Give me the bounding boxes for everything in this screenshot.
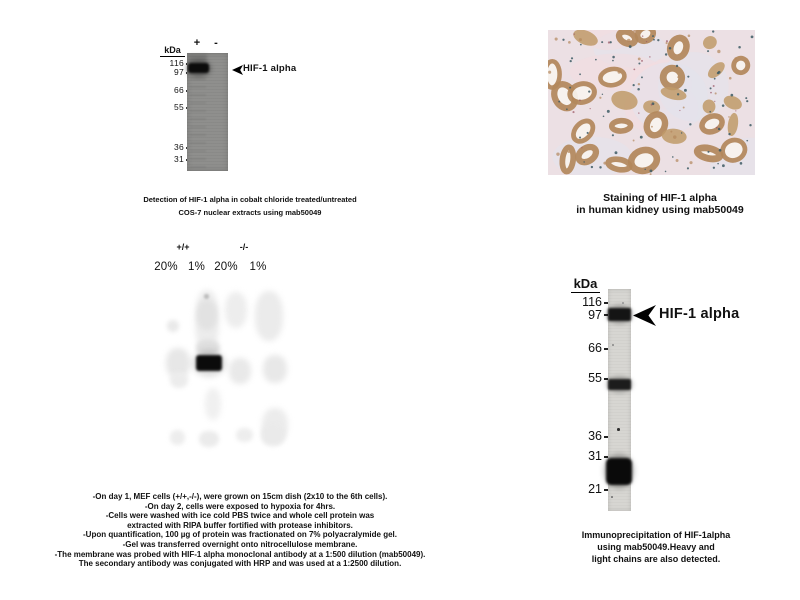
arrowhead-icon	[232, 65, 243, 75]
mw-marker: 21	[588, 482, 602, 496]
mw-marker: 36	[173, 142, 184, 152]
blot-smudge	[236, 428, 253, 442]
kda-unit-label: kDa	[160, 45, 185, 57]
caption-cobalt	[100, 194, 400, 219]
blot-smudge	[167, 320, 179, 332]
lane-label-untreated: -	[214, 37, 218, 49]
protocol-line: -On day 2, cells were exposed to hypoxia for 4hrs.	[144, 501, 336, 511]
protocol-text	[5, 492, 475, 569]
protocol-line: -Cells were washed with ice cold PBS twice and whole cell protein was	[105, 511, 375, 521]
blot-speckle	[622, 302, 624, 304]
mw-marker: 55	[588, 371, 602, 385]
blot-smudge	[229, 358, 251, 384]
mw-marker: 97	[588, 308, 602, 322]
protocol-line: -Gel was transferred overnight onto nitrocellulose membrane.	[122, 539, 358, 549]
caption-line: light chains are also detected.	[591, 554, 721, 564]
mw-marker: 116	[582, 295, 602, 309]
protocol-line: -The membrane was probed with HIF-1 alpha monoclonal antibody at a 1:500 dilution (mab50049).	[54, 549, 426, 559]
blot-smudge	[204, 294, 209, 299]
mw-marker: 116	[169, 58, 184, 68]
heavy-chain-band	[608, 379, 631, 390]
lane-percent-label: 20%	[214, 261, 238, 273]
lane-percent-label: 1%	[187, 261, 206, 273]
ihc-image	[548, 30, 755, 175]
lane-label-treated: +	[193, 37, 201, 49]
hif1alpha-band	[608, 308, 631, 321]
genotype-label-wt: +/+	[176, 242, 190, 252]
blot-smudge	[197, 300, 217, 330]
caption-ip	[556, 529, 756, 565]
arrowhead-icon	[633, 305, 656, 326]
blot-smudge	[261, 424, 285, 446]
protocol-line: -On day 1, MEF cells (+/+,-/-), were grown on 15cm dish (2x10 to the 6th cells).	[92, 492, 388, 501]
blot-smudge	[199, 431, 219, 447]
lane-percent-label: 20%	[154, 261, 178, 273]
caption-ihc	[549, 192, 771, 216]
light-chain-band	[606, 458, 632, 485]
blot-smudge	[205, 388, 221, 420]
lane-percent-label: 1%	[249, 261, 267, 273]
caption-line: using mab50049.Heavy and	[597, 542, 715, 552]
protocol-line: extracted with RIPA buffer fortified with protease inhibitors.	[127, 520, 353, 530]
mw-marker: 66	[588, 341, 602, 355]
band-annotation: HIF-1 alpha	[659, 306, 740, 322]
mw-marker: 36	[588, 429, 602, 443]
blot-smudge	[170, 430, 185, 445]
band-annotation: HIF-1 alpha	[243, 63, 297, 74]
caption-line: COS-7 nuclear extracts using mab50049	[178, 207, 322, 217]
hif1alpha-band	[196, 355, 222, 371]
caption-line: Detection of HIF-1 alpha in cobalt chloride treated/untreated	[143, 195, 357, 204]
hif1alpha-band	[188, 63, 209, 73]
kda-unit-label: kDa	[571, 276, 600, 293]
mw-marker: 97	[173, 67, 184, 77]
blot-smudge	[263, 355, 287, 383]
blot-speckle	[612, 344, 614, 346]
caption-line: Staining of HIF-1 alpha	[603, 192, 717, 204]
mw-marker: 31	[588, 449, 602, 463]
caption-line: Immunoprecipitation of HIF-1alpha	[581, 530, 731, 540]
blot-smudge	[170, 372, 188, 388]
lane-smear	[190, 78, 206, 168]
blot-smudge	[255, 291, 283, 341]
mw-marker: 66	[173, 85, 184, 95]
mw-marker: 31	[173, 154, 184, 164]
caption-line: in human kidney using mab50049	[576, 204, 744, 216]
protocol-line: The secondary antibody was conjugated with HRP and was used at a 1:2500 dilution.	[78, 559, 402, 569]
genotype-label-ko: -/-	[239, 242, 249, 252]
protocol-line: -Upon quantification, 100 µg of protein was fractionated on 7% polyacralymide gel.	[83, 530, 397, 540]
blot-smudge	[225, 292, 247, 328]
mw-marker: 55	[173, 102, 184, 112]
blot-speckle	[611, 496, 613, 498]
blot-speckle	[617, 428, 620, 431]
